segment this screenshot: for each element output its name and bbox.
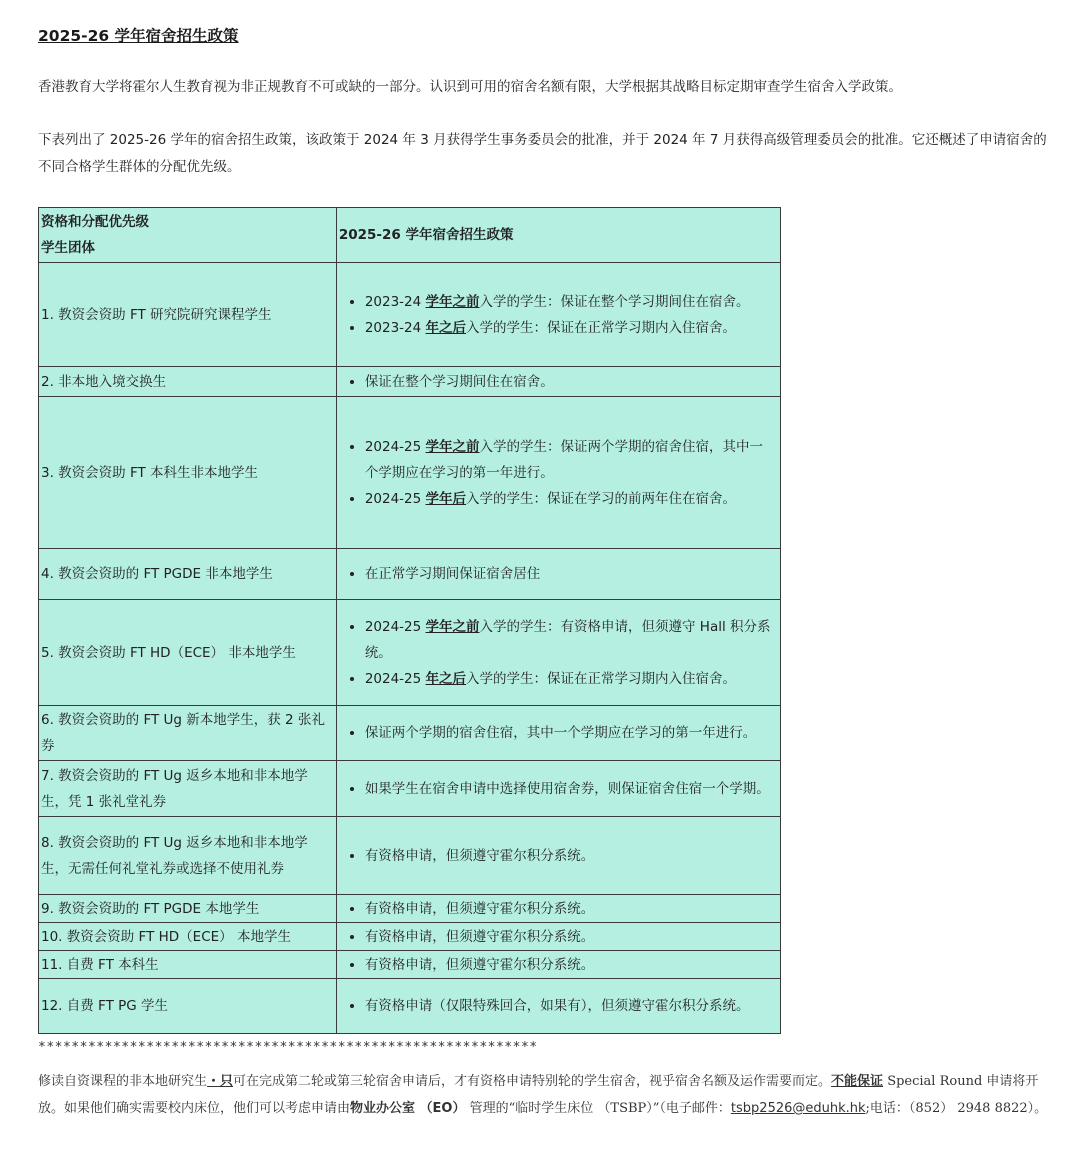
policy-item — [365, 843, 774, 869]
policy-list — [339, 993, 778, 1019]
table-row — [39, 600, 781, 706]
policy-item — [365, 614, 774, 666]
policy-text: 入学的学生：保证在正常学习期内入住宿舍。 — [466, 319, 737, 336]
policy-item — [365, 561, 774, 587]
policy-cell — [336, 895, 780, 923]
intro-paragraph: 香港教育大学将霍尔人生教育视为非正规教育不可或缺的一部分。认识到可用的宿舍名额有限，大学根据其战略目标定期审查学生宿舍入学政策。 — [38, 79, 902, 95]
not-guaranteed-emphasis: 不能保证 — [831, 1074, 884, 1089]
student-group-cell: 4. 教资会资助的 FT PGDE 非本地学生 — [39, 549, 337, 600]
student-group-cell: 10. 教资会资助 FT HD（ECE） 本地学生 — [39, 923, 337, 951]
policy-item — [365, 315, 774, 341]
policy-text: 2024-25 — [364, 490, 426, 507]
separator-line: ************************************************************ — [38, 1040, 538, 1055]
student-group-cell: 11. 自费 FT 本科生 — [39, 951, 337, 979]
description-paragraph: 下表列出了 2025-26 学年的宿舍招生政策，该政策于 2024 年 3 月获得学生事务委员会的批准，并于 2024 年 7 月获得高级管理委员会的批准。它还概述了申请宿舍的不同合格学生群体的分配优先级。 — [38, 132, 1047, 175]
table-row — [39, 397, 781, 549]
policy-emphasis: 年之后 — [425, 319, 467, 336]
policy-cell — [336, 397, 780, 549]
policy-emphasis: 学年之前 — [425, 618, 480, 635]
policy-emphasis: 学年之前 — [425, 438, 480, 455]
policy-text: 2024-25 — [364, 670, 426, 687]
student-group-cell: 1. 教资会资助 FT 研究院研究课程学生 — [39, 263, 337, 367]
policy-cell — [336, 951, 780, 979]
policy-text: 在正常学习期间保证宿舍居住 — [364, 566, 541, 582]
policy-cell — [336, 817, 780, 895]
policy-emphasis: 学年后 — [425, 490, 467, 507]
table-row — [39, 923, 781, 951]
policy-emphasis: 学年之前 — [425, 293, 480, 310]
policy-text: 保证在整个学习期间住在宿舍。 — [364, 373, 554, 390]
policy-emphasis: 年之后 — [425, 670, 467, 687]
policy-cell — [336, 367, 780, 397]
policy-text: 有资格申请，但须遵守霍尔积分系统。 — [364, 847, 595, 864]
student-group-cell: 12. 自费 FT PG 学生 — [39, 979, 337, 1034]
table-row — [39, 706, 781, 761]
policy-list — [339, 720, 778, 746]
policy-list — [339, 924, 778, 950]
policy-text: 有资格申请，但须遵守霍尔积分系统。 — [364, 956, 595, 973]
policy-cell — [336, 263, 780, 367]
policy-item — [365, 896, 774, 922]
table-row — [39, 817, 781, 895]
policy-item — [365, 369, 774, 395]
policy-text: 有资格申请（仅限特殊回合，如果有），但须遵守霍尔积分系统。 — [364, 998, 750, 1014]
student-group-cell: 5. 教资会资助 FT HD（ECE） 非本地学生 — [39, 600, 337, 706]
policy-cell — [336, 549, 780, 600]
policy-cell — [336, 706, 780, 761]
policy-cell — [336, 600, 780, 706]
policy-list — [339, 614, 778, 692]
policy-list — [339, 843, 778, 869]
student-group-cell: 3. 教资会资助 FT 本科生非本地学生 — [39, 397, 337, 549]
policy-item — [365, 666, 774, 692]
student-group-cell: 8. 教资会资助的 FT Ug 返乡本地和非本地学生，无需任何礼堂礼券或选择不使用礼券 — [39, 817, 337, 895]
policy-list — [339, 434, 778, 512]
policy-item — [365, 993, 774, 1019]
policy-item — [365, 434, 774, 486]
policy-text: 入学的学生：保证两个学期的宿舍住宿，其中一个学期应在学习的第一年进行。 — [364, 438, 764, 481]
header-policy: 2025-26 学年宿舍招生政策 — [336, 208, 780, 263]
table-row — [39, 263, 781, 367]
policy-list — [339, 952, 778, 978]
table-row — [39, 895, 781, 923]
policy-cell — [336, 979, 780, 1034]
policy-text: 入学的学生：保证在正常学习期内入住宿舍。 — [466, 670, 737, 687]
policy-text: 有资格申请，但须遵守霍尔积分系统。 — [364, 928, 595, 945]
policy-text: 2023-24 — [364, 319, 426, 336]
policy-item — [365, 486, 774, 512]
policy-text: 有资格申请，但须遵守霍尔积分系统。 — [364, 900, 595, 917]
policy-text: 如果学生在宿舍申请中选择使用宿舍券，则保证宿舍住宿一个学期。 — [364, 780, 770, 797]
email-link[interactable]: tsbp2526@eduhk.hk — [730, 1101, 866, 1116]
table-row — [39, 761, 781, 817]
policy-text: 入学的学生：保证在整个学习期间住在宿舍。 — [479, 293, 750, 310]
policy-item — [365, 720, 774, 746]
policy-text: 入学的学生：有资格申请，但须遵守 Hall 积分系统。 — [364, 618, 771, 661]
table-row — [39, 951, 781, 979]
footnote: 修读自资课程的非本地研究生・只可在完成第二轮或第三轮宿舍申请后，才有资格申请特别轮的学生宿舍，视乎宿舍名额及运作需要而定。不能保证 Special Round 申请将开放。如果他们确实需要校内床位，他们可以考虑申请由物业办公室 （EO） 管理的“临时学生床位 （TSBP）”（电子邮件：tsbp2526@eduhk.hk;电话：（852） 2948 8822）。 — [38, 1074, 1048, 1116]
student-group-cell: 7. 教资会资助的 FT Ug 返乡本地和非本地学生，凭 1 张礼堂礼券 — [39, 761, 337, 817]
table-row — [39, 979, 781, 1034]
header-student-group: 资格和分配优先级 学生团体 — [39, 208, 337, 263]
policy-text: 2023-24 — [364, 293, 426, 310]
estate-office-name: 物业办公室 （EO） — [350, 1101, 466, 1116]
policy-item — [365, 776, 774, 802]
table-header-row — [39, 208, 781, 263]
policy-text: 2024-25 — [364, 438, 426, 455]
policy-item — [365, 952, 774, 978]
policy-item — [365, 289, 774, 315]
only-emphasis: ・只 — [207, 1074, 234, 1089]
policy-list — [339, 289, 778, 341]
policy-item — [365, 924, 774, 950]
policy-list — [339, 896, 778, 922]
policy-list — [339, 561, 778, 587]
policy-text: 2024-25 — [364, 618, 426, 635]
student-group-cell: 2. 非本地入境交换生 — [39, 367, 337, 397]
policy-cell — [336, 761, 780, 817]
page-title: 2025-26 学年宿舍招生政策 — [38, 27, 239, 45]
table-body — [39, 263, 781, 1034]
policy-text: 保证两个学期的宿舍住宿，其中一个学期应在学习的第一年进行。 — [364, 725, 757, 741]
admission-policy-table — [38, 207, 781, 1034]
table-row — [39, 367, 781, 397]
policy-list — [339, 776, 778, 802]
policy-list — [339, 369, 778, 395]
policy-cell — [336, 923, 780, 951]
student-group-cell: 9. 教资会资助的 FT PGDE 本地学生 — [39, 895, 337, 923]
policy-text: 入学的学生：保证在学习的前两年住在宿舍。 — [466, 490, 737, 507]
student-group-cell: 6. 教资会资助的 FT Ug 新本地学生，获 2 张礼券 — [39, 706, 337, 761]
table-row — [39, 549, 781, 600]
